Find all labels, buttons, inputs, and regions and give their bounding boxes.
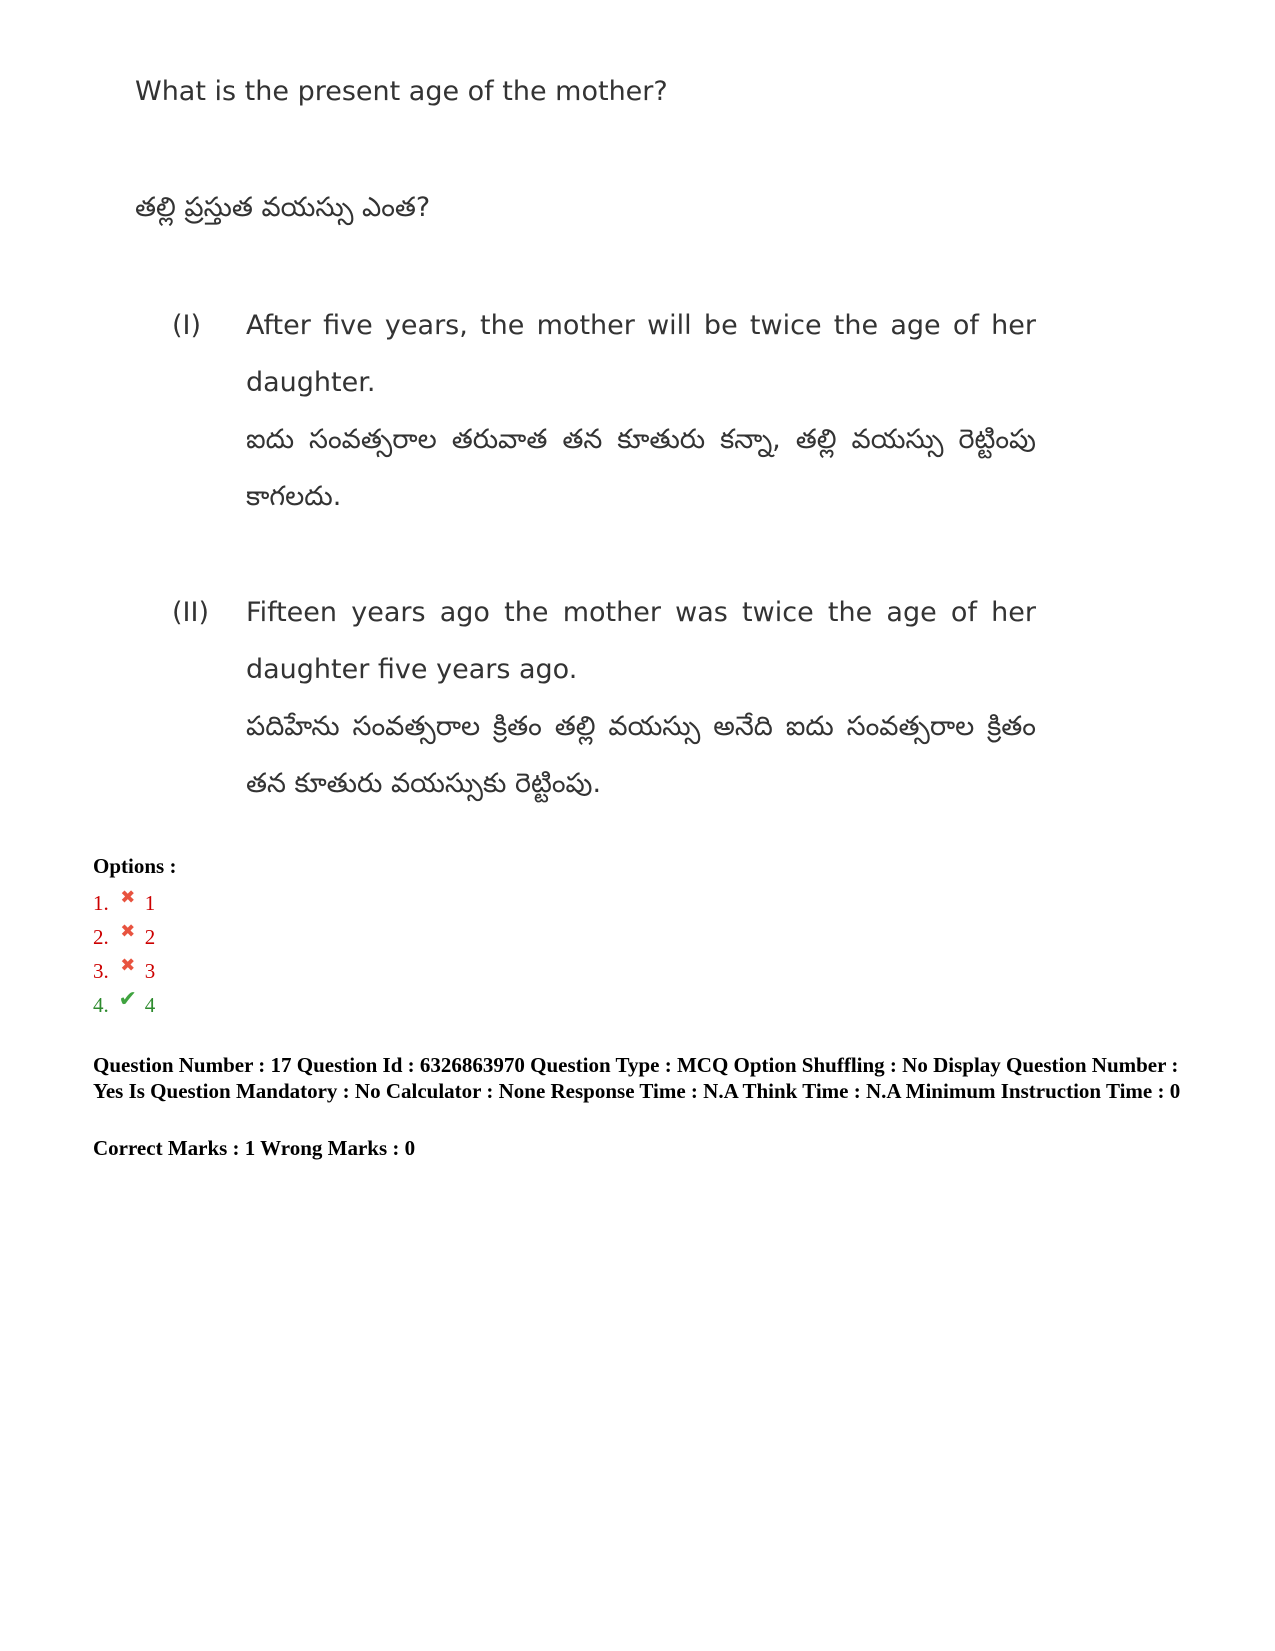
cross-icon: ✖ (120, 887, 136, 907)
cross-icon: ✖ (120, 921, 136, 941)
option-1-number: 1. (93, 891, 109, 915)
question-english: What is the present age of the mother? (135, 76, 668, 107)
option-4-number: 4. (93, 993, 109, 1017)
statement-1 (246, 297, 1036, 525)
cross-icon: ✖ (120, 955, 136, 975)
question-meta-info: Question Number : 17 Question Id : 6326863970 Question Type : MCQ Option Shuffling : No Display Question Number : Yes Is Question Mandatory : No Calculator : None Response Time : N.A Think Time : N.A Minimum Instruction Time : 0 (93, 1053, 1181, 1103)
options-list (93, 886, 155, 1022)
option-4-value: 4 (144, 993, 156, 1017)
option-1 (93, 886, 155, 920)
option-2-value: 2 (144, 925, 156, 949)
option-4 (93, 988, 155, 1022)
option-3-number: 3. (93, 959, 109, 983)
statement-2-english: Fifteen years ago the mother was twice the age of her daughter five years ago. (246, 597, 1036, 685)
option-2-number: 2. (93, 925, 109, 949)
option-1-value: 1 (144, 891, 156, 915)
statement-1-english: After five years, the mother will be twice the age of her daughter. (246, 310, 1036, 398)
option-3 (93, 954, 155, 988)
statement-1-telugu: ఐదు సంవత్సరాల తరువాత తన కూతురు కన్నా, తల్లి వయస్సు రెట్టింపు కాగలదు. (246, 424, 1036, 512)
check-icon: ✔ (118, 986, 137, 1011)
options-label: Options : (93, 854, 177, 878)
marks-info: Correct Marks : 1 Wrong Marks : 0 (93, 1136, 416, 1160)
question-telugu: తల్లి ప్రస్తుత వయస్సు ఎంత? (135, 192, 431, 223)
option-2 (93, 920, 155, 954)
option-3-value: 3 (144, 959, 156, 983)
statement-2-telugu: పదిహేను సంవత్సరాల క్రితం తల్లి వయస్సు అనేది ఐదు సంవత్సరాల క్రితం తన కూతురు వయస్సుకు రెట్టింపు. (246, 711, 1036, 799)
statement-2 (246, 584, 1036, 812)
statement-1-number: (I) (172, 310, 202, 341)
statement-2-number: (II) (172, 597, 209, 628)
